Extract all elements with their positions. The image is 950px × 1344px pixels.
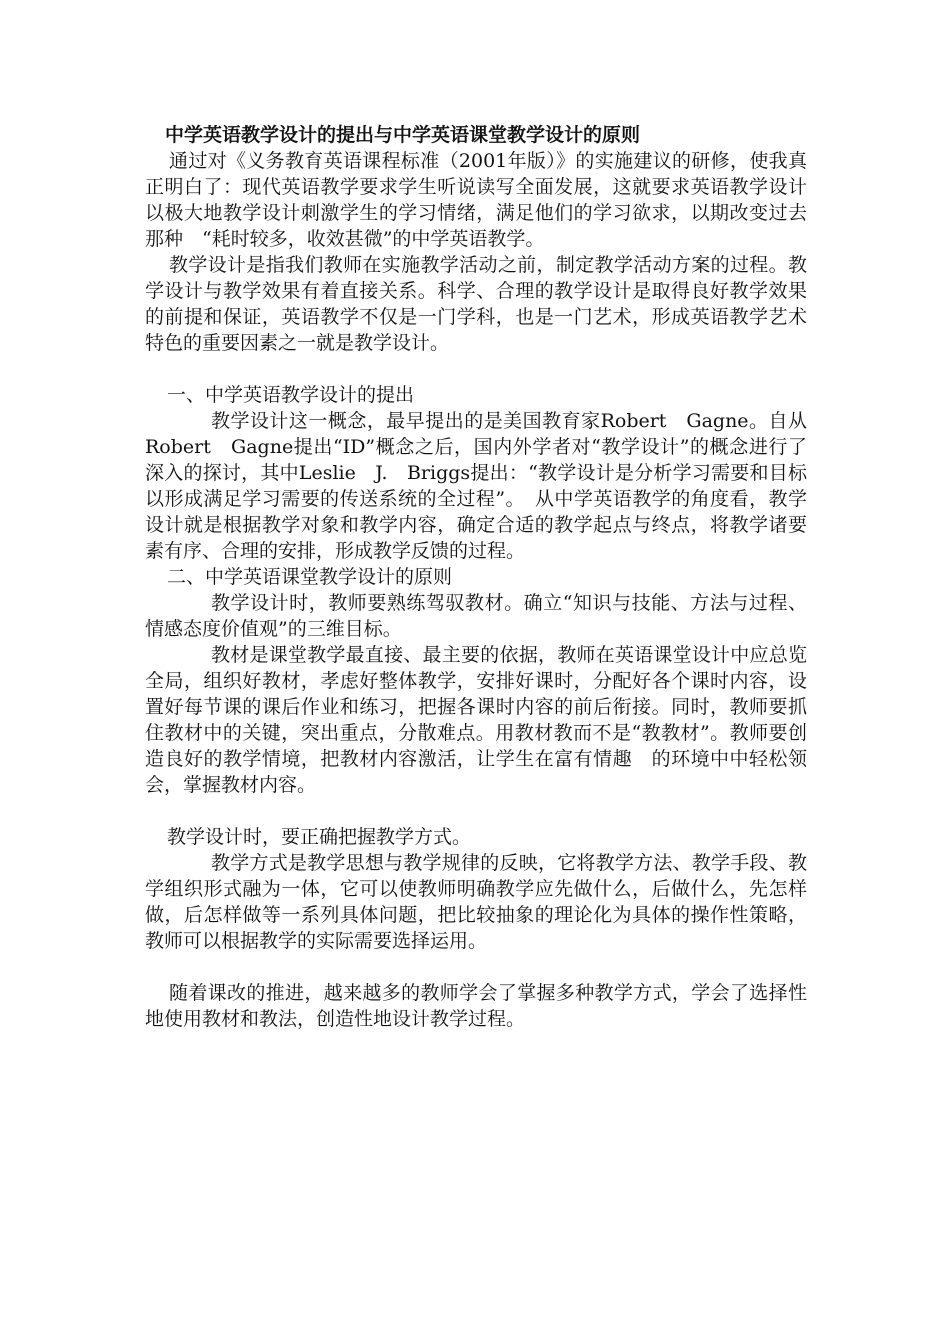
section-1-paragraph: 教学设计这一概念，最早提出的是美国教育家Robert Gagne。自从Robert Gagne提出“ID”概念之后，国内外学者对“教学设计”的概念进行了深入的探讨，其中Leslie J. Briggs提出：“教学设计是分析学习需要和目标以形成满足学习需要的传送系统的全过程”。 从中学英语教学的角度看，教学设计就是根据教学对象和教学内容，确定合适的教学起点与终点，将教学诸要素有序、合理的安排，形成教学反馈的过程。 bbox=[145, 410, 807, 562]
section-1-heading: 一、中学英语教学设计的提出 bbox=[167, 384, 415, 406]
document-title: 中学英语教学设计的提出与中学英语课堂教学设计的原则 bbox=[165, 124, 641, 146]
section-3-paragraph: 教学方式是教学思想与教学规律的反映，它将教学方法、教学手段、教学组织形式融为一体，它可以使教师明确教学应先做什么，后做什么，先怎样做，后怎样做等一系列具体问题，把比较抽象的理论化为具体的操作性策略，教师可以根据教学的实际需要选择运用。 bbox=[145, 852, 807, 952]
section-2-heading: 二、中学英语课堂教学设计的原则 bbox=[167, 566, 453, 588]
document-page bbox=[145, 122, 807, 1032]
section-3-heading: 教学设计时，要正确把握教学方式。 bbox=[167, 826, 472, 848]
intro-paragraph-1: 通过对《义务教育英语课程标准（2001年版）》的实施建议的研修，使我真正明白了：现代英语教学要求学生听说读写全面发展，这就要求英语教学设计以极大地教学设计刺激学生的学习情绪，满足他们的学习欲求，以期改变过去那种 “耗时较多，收效甚微”的中学英语教学。 bbox=[145, 150, 807, 250]
intro-paragraph-2: 教学设计是指我们教师在实施教学活动之前，制定教学活动方案的过程。教学设计与教学效果有着直接关系。科学、合理的教学设计是取得良好教学效果的前提和保证，英语教学不仅是一门学科，也是一门艺术，形成英语教学艺术特色的重要因素之一就是教学设计。 bbox=[145, 254, 807, 354]
section-2-paragraph-2: 教材是课堂教学最直接、最主要的依据，教师在英语课堂设计中应总览全局，组织好教材，孝虑好整体教学，安排好课时，分配好各个课时内容，设置好每节课的课后作业和练习，把握各课时内容的前后衔接。同时，教师要抓住教材中的关键，突出重点，分散难点。用教材教而不是“教教材”。教师要创造良好的教学情境，把教材内容激活，让学生在富有情趣 的环境中中轻松领会，掌握教材内容。 bbox=[145, 644, 807, 796]
conclusion-paragraph: 随着课改的推进，越来越多的教师学会了掌握多种教学方式，学会了选择性地使用教材和教法，创造性地设计教学过程。 bbox=[145, 982, 807, 1030]
spacer bbox=[145, 798, 807, 824]
section-2-paragraph-1: 教学设计时，教师要熟练驾驭教材。确立“知识与技能、方法与过程、情感态度价值观”的三维目标。 bbox=[145, 592, 807, 640]
spacer bbox=[145, 356, 807, 382]
spacer bbox=[145, 954, 807, 980]
